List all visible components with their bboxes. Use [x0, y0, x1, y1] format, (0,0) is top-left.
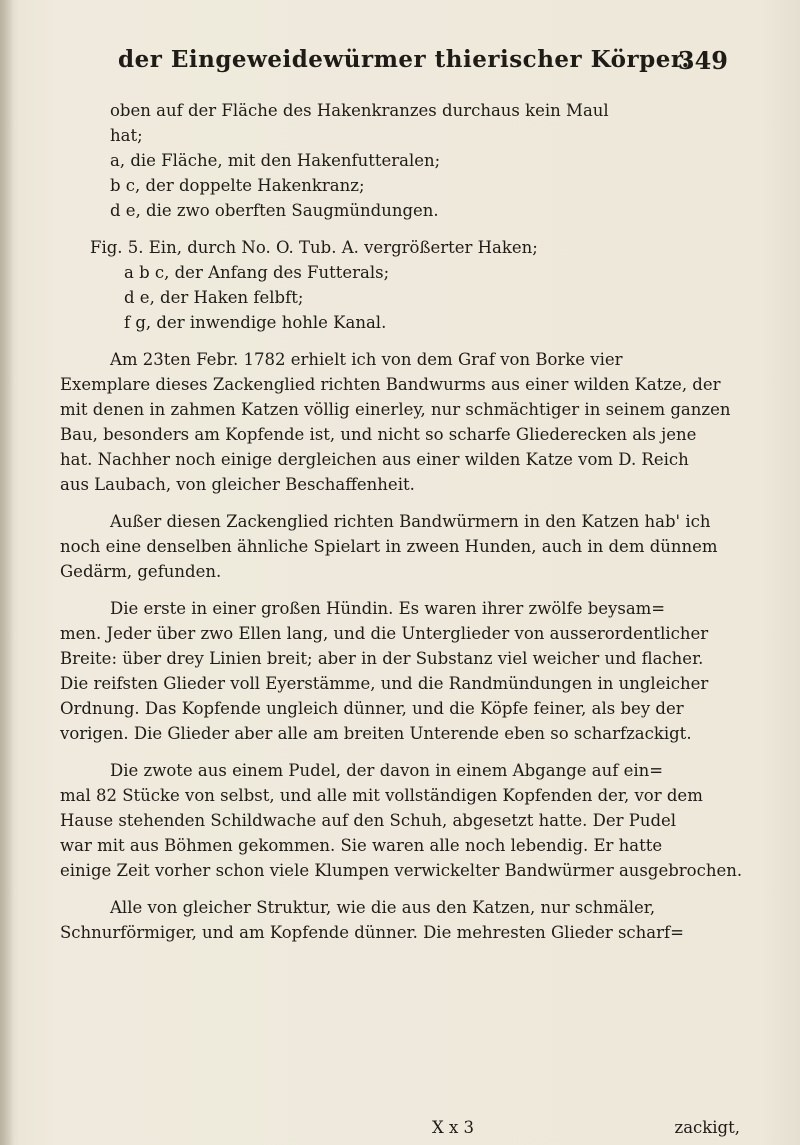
text-line: hat; — [110, 126, 143, 145]
text-line: Breite: über drey Linien breit; aber in der Substanz viel weicher und flacher. — [60, 649, 704, 668]
text-line: a b c, der Anfang des Futterals; — [124, 263, 390, 282]
text-line: f g, der inwendige hohle Kanal. — [124, 313, 387, 332]
paragraph-start: Am 23ten Febr. 1782 erhielt ich von dem Graf von Borke vier — [110, 350, 623, 369]
text-line: einige Zeit vorher schon viele Klumpen verwickelter Bandwürmer ausgebrochen. — [60, 861, 743, 880]
page-number: 349 — [677, 46, 728, 75]
text-line: aus Laubach, von gleicher Beschaffenheit. — [60, 475, 415, 494]
text-line: hat. Nachher noch einige dergleichen aus einer wilden Katze vom D. Reich — [60, 450, 689, 469]
text-line: Bau, besonders am Kopfende ist, und nicht so scharfe Gliederecken als jene — [60, 425, 697, 444]
text-line: noch eine denselben ähnliche Spielart in zween Hunden, auch in dem dünnem — [60, 537, 718, 556]
text-line: oben auf der Fläche des Hakenkranzes durchaus kein Maul — [110, 101, 609, 120]
page-gutter-shadow — [0, 0, 14, 1145]
text-line: Schnurförmiger, und am Kopfende dünner. Die mehresten Glieder scharf= — [60, 923, 684, 942]
text-line: mit denen in zahmen Katzen völlig einerley, nur schmächtiger in seinem ganzen — [60, 400, 731, 419]
text-line: vorigen. Die Glieder aber alle am breiten Unterende eben so scharfzackigt. — [60, 724, 692, 743]
page-footer — [60, 1118, 740, 1144]
text-line: men. Jeder über zwo Ellen lang, und die Unterglieder von ausserordentlicher — [60, 624, 709, 643]
text-line: Hause stehenden Schildwache auf den Schuh, abgesetzt hatte. Der Pudel — [60, 811, 677, 830]
text-line: b c, der doppelte Hakenkranz; — [110, 176, 365, 195]
body-text — [60, 98, 743, 945]
text-line: d e, die zwo oberften Saugmündungen. — [110, 201, 439, 220]
text-line: a, die Fläche, mit den Hakenfutteralen; — [110, 151, 441, 170]
signature-mark: X x 3 — [432, 1118, 475, 1137]
text-line: Gedärm, gefunden. — [60, 562, 222, 581]
text-line: Die reifsten Glieder voll Eyerstämme, und die Randmündungen in ungleicher — [60, 674, 709, 693]
text-line: war mit aus Böhmen gekommen. Sie waren alle noch lebendig. Er hatte — [60, 836, 663, 855]
text-line: mal 82 Stücke von selbst, und alle mit vollständigen Kopfenden der, vor dem — [60, 786, 703, 805]
figure-caption: Fig. 5. Ein, durch No. O. Tub. A. vergrößerter Haken; — [90, 238, 538, 257]
text-line: Exemplare dieses Zackenglied richten Bandwurms aus einer wilden Katze, der — [60, 375, 721, 394]
text-line: d e, der Haken felbft; — [124, 288, 304, 307]
paragraph-start: Außer diesen Zackenglied richten Bandwürmern in den Katzen hab' ich — [110, 512, 711, 531]
running-head — [118, 46, 728, 80]
running-title: der Eingeweidewürmer thierischer Körper. — [118, 46, 690, 73]
paragraph-start: Die zwote aus einem Pudel, der davon in einem Abgange auf ein= — [110, 761, 664, 780]
text-line: Ordnung. Das Kopfende ungleich dünner, und die Köpfe feiner, als bey der — [60, 699, 684, 718]
paragraph-start: Die erste in einer großen Hündin. Es waren ihrer zwölfe beysam= — [110, 599, 666, 618]
catchword: zackigt, — [674, 1118, 740, 1137]
paragraph-start: Alle von gleicher Struktur, wie die aus den Katzen, nur schmäler, — [110, 898, 656, 917]
